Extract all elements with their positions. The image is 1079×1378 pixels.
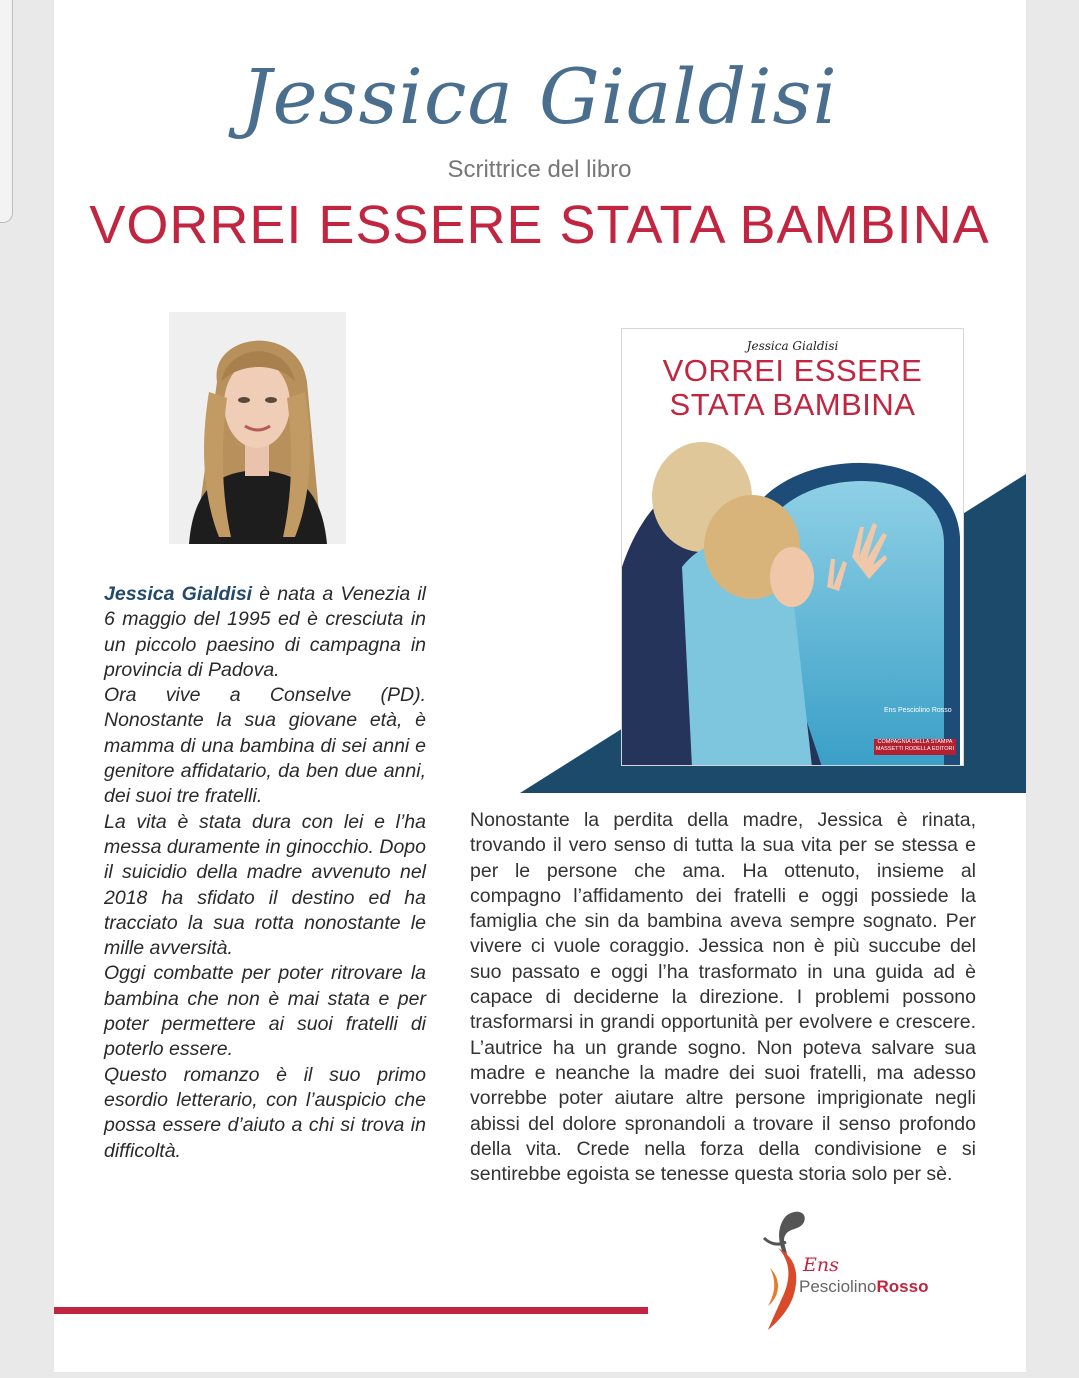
bio-author-name: Jessica Gialdisi (104, 583, 253, 605)
publisher-name (799, 1277, 928, 1297)
publisher-name-part: Pesciolino (799, 1277, 877, 1296)
author-photo (169, 312, 346, 544)
bio-paragraph: Questo romanzo è il suo primo esordio letterario, con l’auspicio che possa essere d’aiuto a chi si trova in difficoltà. (104, 1063, 426, 1162)
cover-publisher-logo: Ens Pesciolino Rosso (884, 707, 952, 714)
author-biography (104, 582, 426, 1164)
book-cover (621, 328, 964, 766)
publisher-ens: Ens (803, 1254, 839, 1276)
cover-badge-line: COMPAGNIA DELLA STAMPA (877, 739, 953, 745)
author-portrait-illustration (169, 312, 346, 544)
author-title: Jessica Gialdisi (241, 52, 838, 141)
cover-title-line: STATA BAMBINA (669, 387, 916, 422)
book-cover-area (520, 318, 1026, 793)
bio-paragraph: La vita è stata dura con lei e l’ha messa duramente in ginocchio. Dopo il suicidio della madre avvenuto nel 2018 ha sfidato il destino ed ha tracciato la sua rotta nonostante le mille avversità. (104, 810, 426, 960)
cover-title-line: VORREI ESSERE (662, 353, 923, 388)
book-title: VORREI ESSERE STATA BAMBINA (89, 195, 990, 255)
cover-publisher-badge (874, 739, 956, 755)
bio-text: è nata a Venezia il 6 maggio del 1995 ed è cresciuta in un piccolo paesino di campagna in provincia di Padova. (104, 583, 426, 681)
bio-paragraph: Oggi combatte per poter ritrovare la bambina che non è mai stata e per poter permettere ai suoi fratelli di poterlo essere. (104, 962, 426, 1061)
bio-paragraph (104, 582, 426, 683)
cover-title (622, 354, 963, 422)
publisher-name-accent: Rosso (876, 1277, 929, 1296)
footer-rule (54, 1307, 648, 1314)
cover-author: Jessica Gialdisi (746, 339, 839, 353)
pesciolino-rosso-fish-icon (756, 1208, 956, 1338)
cover-badge-line: MASSETTI RODELLA EDITORI (875, 746, 955, 752)
bio-paragraph: Ora vive a Conselve (PD). Nonostante la sua giovane età, è mamma di una bambina di sei anni e genitore affidatario, da ben due anni, dei suoi tre fratelli. (104, 684, 426, 808)
book-description: Nonostante la perdita della madre, Jessica è rinata, trovando il vero senso di tutta la sua vita per se stessa e per le persone che ama. Ha ottenuto, insieme al compagno l’affidamento dei fratelli e oggi possiede la famiglia che sin da bambina aveva sempre sognato. Per vivere ci vuole coraggio. Jessica non è più succube del suo passato e oggi l’ha trasformato in una guida ad è capace di deciderne la direzione. I problemi possono trasformarsi in grandi opportunità per evolvere e crescere. L’autrice ha un grande sogno. Non poteva salvare sua madre e neanche la madre dei suoi fratelli, ma adesso vorrebbe poter aiutare altre persone imprigionate negli abissi del dolore spronandoli a trovare il senso profondo della vita. Crede nella forza della condivisione e si sentirebbe egoista se tenesse questa storia solo per sè. (470, 809, 976, 1186)
cover-illustration (622, 427, 964, 766)
subtitle: Scrittrice del libro (447, 156, 632, 183)
